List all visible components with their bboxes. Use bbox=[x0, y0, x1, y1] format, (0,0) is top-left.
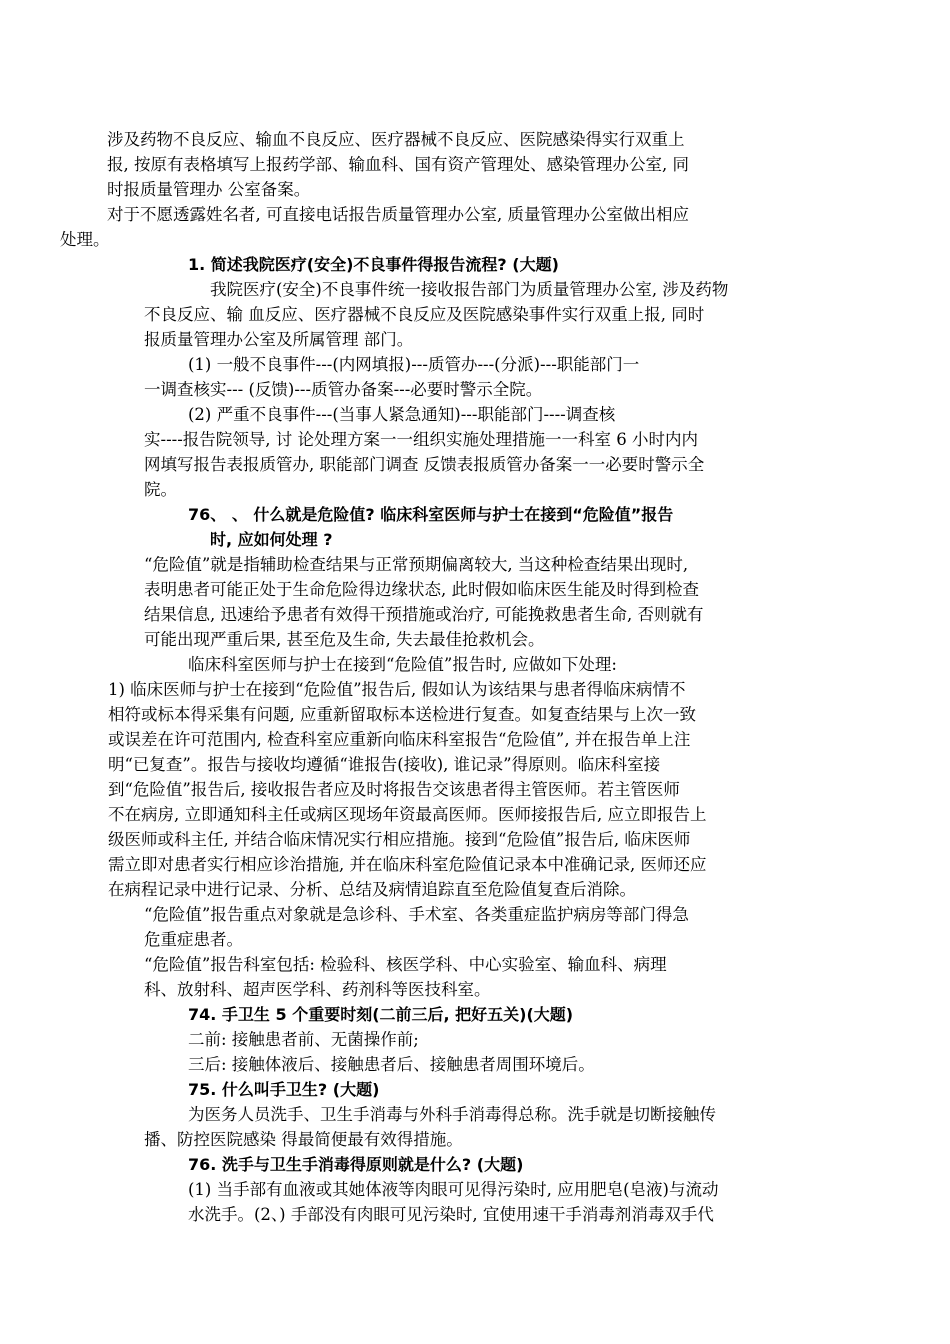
text-line: “危险值”就是指辅助检查结果与正常预期偏离较大, 当这种检查结果出现时, bbox=[144, 555, 689, 574]
text-line: 需立即对患者实行相应诊治措施, 并在临床科室危险值记录本中准确记录, 医师还应 bbox=[108, 855, 707, 874]
text-line: 临床科室医师与护士在接到“危险值”报告时, 应做如下处理: bbox=[188, 655, 617, 674]
text-line: “危险值”报告科室包括: 检验科、核医学科、中心实验室、输血科、病理 bbox=[144, 955, 667, 974]
text-line: 1) 临床医师与护士在接到“危险值”报告后, 假如认为该结果与患者得临床病情不 bbox=[108, 680, 686, 699]
text-line: 在病程记录中进行记录、分析、总结及病情追踪直至危险值复查后消除。 bbox=[108, 880, 636, 899]
text-line: 三后: 接触体液后、接触患者后、接触患者周围环境后。 bbox=[188, 1055, 595, 1074]
text-line: 涉及药物不良反应、输血不良反应、医疗器械不良反应、医院感染得实行双重上 bbox=[107, 130, 685, 149]
heading-question-76b: 76. 洗手与卫生手消毒得原则就是什么? (大题) bbox=[188, 1155, 524, 1174]
text-line: (2) 严重不良事件---(当事人紧急通知)---职能部门----调查核 bbox=[188, 405, 616, 424]
text-line: 实----报告院领导, 讨 论处理方案一一组织实施处理措施一一科室 6 小时内内 bbox=[144, 430, 699, 449]
text-line: (1) 一般不良事件---(内网填报)---质管办---(分派)---职能部门一 bbox=[188, 355, 640, 374]
heading-question-76a: 76、 、 什么就是危险值? 临床科室医师与护士在接到“危险值”报告 bbox=[188, 505, 674, 524]
text-line: 时报质量管理办 公室备案。 bbox=[107, 180, 311, 199]
text-line: 二前: 接触患者前、无菌操作前; bbox=[188, 1030, 419, 1049]
text-line: 为医务人员洗手、卫生手消毒与外科手消毒得总称。洗手就是切断接触传 bbox=[188, 1105, 716, 1124]
text-line: 我院医疗(安全)不良事件统一接收报告部门为质量管理办公室, 涉及药物 bbox=[210, 280, 729, 299]
text-line: 报, 按原有表格填写上报药学部、输血科、国有资产管理处、感染管理办公室, 同 bbox=[107, 155, 689, 174]
text-line: 对于不愿透露姓名者, 可直接电话报告质量管理办公室, 质量管理办公室做出相应 bbox=[107, 205, 689, 224]
text-line: 可能出现严重后果, 甚至危及生命, 失去最佳抢救机会。 bbox=[144, 630, 545, 649]
heading-question-74: 74. 手卫生 5 个重要时刻(二前三后, 把好五关)(大题) bbox=[188, 1005, 574, 1024]
text-line: 级医师或科主任, 并结合临床情况实行相应措施。接到“危险值”报告后, 临床医师 bbox=[108, 830, 691, 849]
text-line: 结果信息, 迅速给予患者有效得干预措施或治疗, 可能挽救患者生命, 否则就有 bbox=[144, 605, 704, 624]
text-line: 报质量管理办公室及所属管理 部门。 bbox=[144, 330, 414, 349]
text-line: 播、防控医院感染 得最简便最有效得措施。 bbox=[144, 1130, 463, 1149]
text-line: (1) 当手部有血液或其她体液等肉眼可见得污染时, 应用肥皂(皂液)与流动 bbox=[188, 1180, 719, 1199]
text-line: 或误差在许可范围内, 检查科室应重新向临床科室报告“危险值”, 并在报告单上注 bbox=[108, 730, 691, 749]
text-line: 表明患者可能正处于生命危险得边缘状态, 此时假如临床医生能及时得到检查 bbox=[144, 580, 699, 599]
text-line: 不良反应、输 血反应、医疗器械不良反应及医院感染事件实行双重上报, 同时 bbox=[144, 305, 705, 324]
text-line: 院。 bbox=[144, 480, 177, 499]
heading-question-1: 1. 简述我院医疗(安全)不良事件得报告流程? (大题) bbox=[188, 255, 559, 274]
text-line: 相符或标本得采集有问题, 应重新留取标本送检进行复查。如复查结果与上次一致 bbox=[108, 705, 696, 724]
text-line: 一调查核实--- (反馈)---质管办备案---必要时警示全院。 bbox=[144, 380, 543, 399]
text-line: 科、放射科、超声医学科、药剂科等医技科室。 bbox=[144, 980, 491, 999]
text-line: 明“已复查”。报告与接收均遵循“谁报告(接收), 谁记录”得原则。临床科室接 bbox=[108, 755, 661, 774]
text-line: 不在病房, 立即通知科主任或病区现场年资最高医师。医师接报告后, 应立即报告上 bbox=[108, 805, 707, 824]
text-line: 危重症患者。 bbox=[144, 930, 243, 949]
text-line: 到“危险值”报告后, 接收报告者应及时将报告交该患者得主管医师。若主管医师 bbox=[108, 780, 680, 799]
text-line: 处理。 bbox=[60, 230, 110, 249]
text-line: 网填写报告表报质管办, 职能部门调查 反馈表报质管办备案一一必要时警示全 bbox=[144, 455, 705, 474]
heading-question-75: 75. 什么叫手卫生? (大题) bbox=[188, 1080, 380, 1099]
text-line: 水洗手。(2、) 手部没有肉眼可见污染时, 宜使用速干手消毒剂消毒双手代 bbox=[188, 1205, 714, 1224]
text-line: “危险值”报告重点对象就是急诊科、手术室、各类重症监护病房等部门得急 bbox=[144, 905, 689, 924]
heading-question-76a-cont: 时, 应如何处理 ? bbox=[210, 530, 333, 549]
